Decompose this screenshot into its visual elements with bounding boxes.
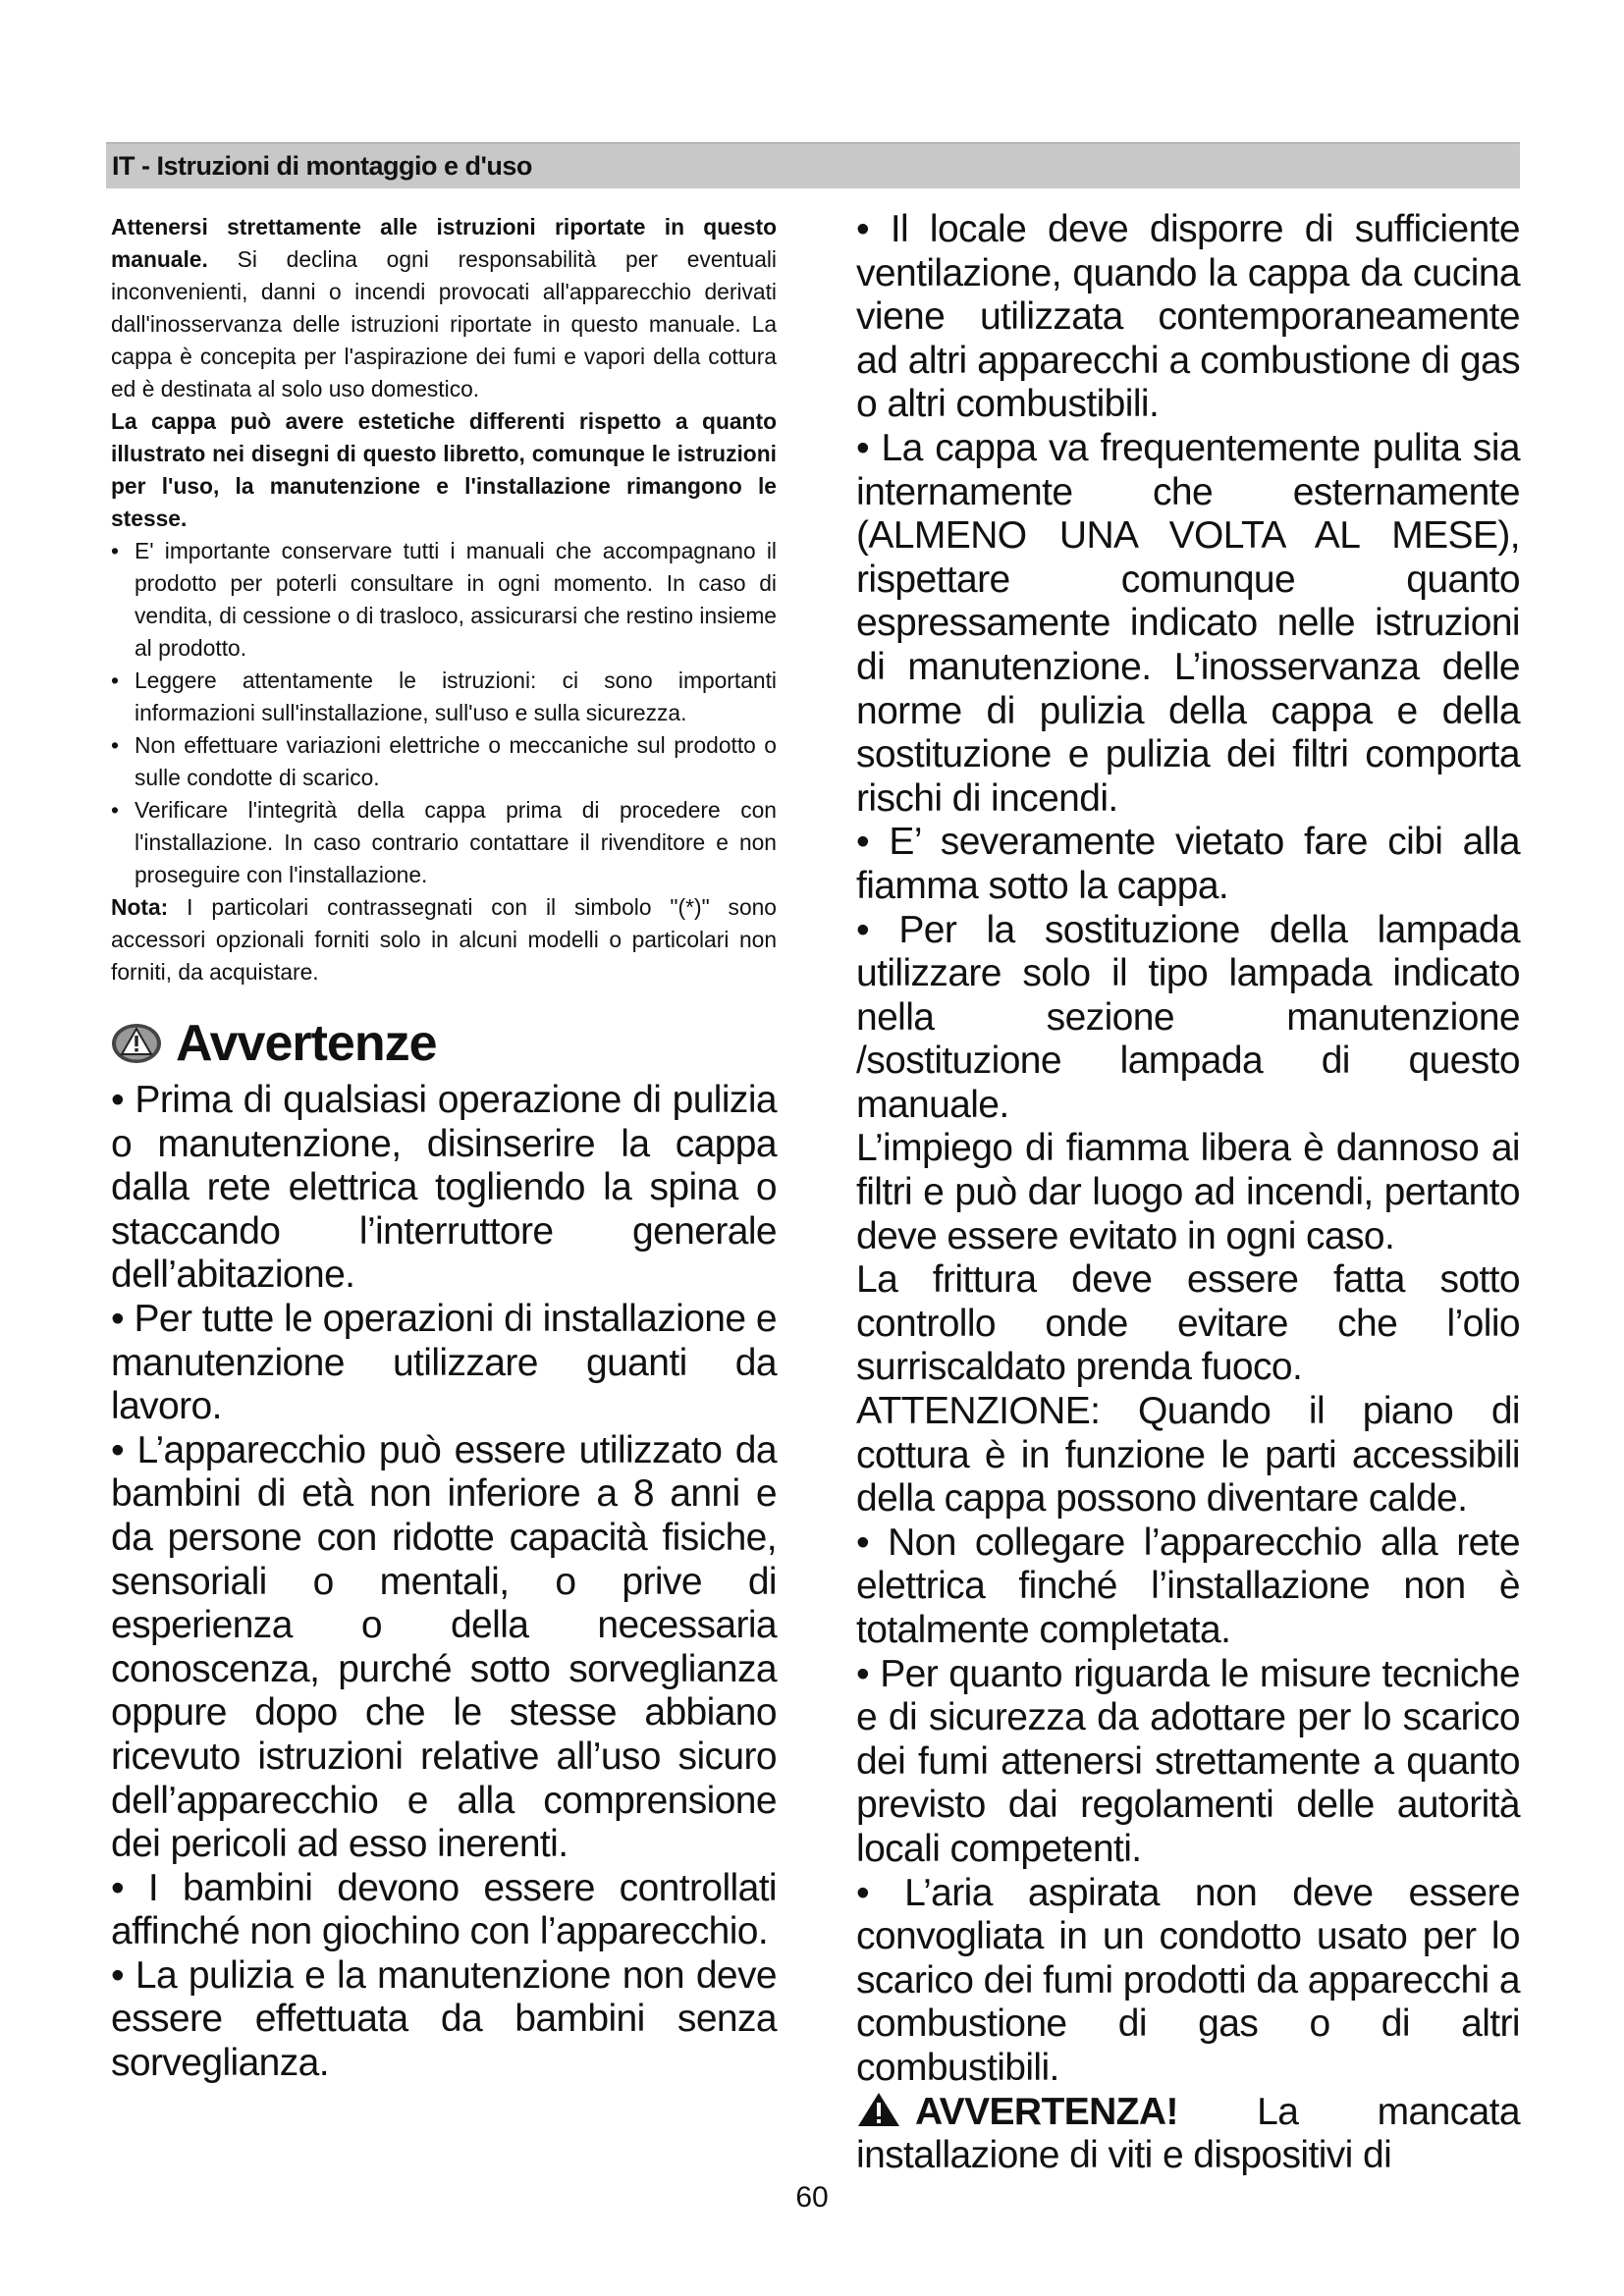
warning-paragraph: • La pulizia e la manutenzione non deve essere effettuata da bambini senza sorveglianza. bbox=[111, 1953, 777, 2085]
warning-paragraph: • La cappa va frequentemente pulita sia internamente che esternamente (ALMENO UNA VOLTA AL MESE), rispettare comunque quanto espressamente indicato nelle istruzioni di manutenzione. L’inosservanza delle norme di pulizia della cappa e della sostituzione e pulizia dei filtri comporta rischi di incendi. bbox=[856, 426, 1520, 820]
warning-paragraph: • I bambini devono essere controllati affinché non giochino con l’apparecchio. bbox=[111, 1866, 777, 1953]
note-label: Nota: bbox=[111, 894, 169, 920]
warning-paragraph: • Prima di qualsiasi operazione di pulizia o manutenzione, disinserire la cappa dalla rete elettrica togliendo la spina o staccando l’interruttore generale dell’abitazione. bbox=[111, 1079, 777, 1297]
warnings-left-list bbox=[111, 1079, 777, 2086]
intro-text: Si declina ogni responsabilità per eventuali inconvenienti, danni o incendi provocati all'apparecchio derivati dall'inosservanza delle istruzioni riportate in questo manuale. La cappa è concepita per l'aspirazione dei fumi e vapori della cottura ed è destinata al solo uso domestico. bbox=[111, 246, 777, 401]
warning-triangle-icon bbox=[111, 1022, 162, 1065]
hazard-triangle-icon bbox=[856, 2091, 901, 2128]
warning-paragraph: • E’ severamente vietato fare cibi alla fiamma sotto la cappa. bbox=[856, 821, 1520, 907]
warning-paragraph: • L’aria aspirata non deve essere convogliata in un condotto usato per lo scarico dei fumi prodotti da apparecchi a combustione di gas o di altri combustibili. bbox=[856, 1871, 1520, 2089]
page-number: 60 bbox=[795, 2181, 829, 2214]
section-header-bar bbox=[106, 142, 1520, 188]
warning-paragraph: L’impiego di fiamma libera è dannoso ai filtri e può dar luogo ad incendi, pertanto deve essere evitato in ogni caso. bbox=[856, 1127, 1520, 1257]
intro-bold-lead: Attenersi strettamente alle istruzioni riportate in questo manuale. bbox=[111, 214, 777, 272]
intro-bold-note: La cappa può avere estetiche differenti rispetto a quanto illustrato nei disegni di questo libretto, comunque le istruzioni per l'uso, la manutenzione e l'installazione rimangono le stesse. bbox=[111, 408, 777, 531]
note-text: I particolari contrassegnati con il simbolo "(*)" sono accessori opzionali forniti solo in alcuni modelli o particolari non forniti, da acquistare. bbox=[111, 894, 777, 985]
intro-section bbox=[111, 211, 777, 988]
section-title: IT - Istruzioni di montaggio e d'uso bbox=[112, 151, 532, 181]
warning-paragraph: ATTENZIONE: Quando il piano di cottura è in funzione le parti accessibili della cappa possono diventare calde. bbox=[856, 1390, 1520, 1521]
intro-bullet: • Leggere attentamente le istruzioni: ci sono importanti informazioni sull'installazione, sull'uso e sulla sicurezza. bbox=[111, 667, 777, 725]
warnings-title: Avvertenze bbox=[176, 1015, 437, 1072]
left-column bbox=[111, 211, 777, 2086]
final-warning-text: La mancata installazione di viti e dispositivi di bbox=[856, 2090, 1520, 2177]
warning-paragraph: • L’apparecchio può essere utilizzato da bambini di età non inferiore a 8 anni e da persone con ridotte capacità fisiche, sensoriali o mentali, o prive di esperienza o della necessaria conoscenza, purché sotto sorveglianza oppure dopo che le stesse abbiano ricevuto istruzioni relative all’uso sicuro dell’apparecchio e alla comprensione dei pericoli ad esso inerenti. bbox=[111, 1428, 777, 1866]
intro-note bbox=[111, 891, 777, 988]
intro-bullet: • Non effettuare variazioni elettriche o meccaniche sul prodotto o sulle condotte di scarico. bbox=[111, 732, 777, 790]
warning-paragraph: • Per la sostituzione della lampada utilizzare solo il tipo lampada indicato nella sezione manutenzione /sostituzione lampada di questo manuale. bbox=[856, 908, 1520, 1126]
warning-paragraph: La frittura deve essere fatta sotto controllo onde evitare che l’olio surriscaldato prenda fuoco. bbox=[856, 1258, 1520, 1389]
intro-paragraph bbox=[111, 211, 777, 405]
warning-paragraph: • Non collegare l’apparecchio alla rete elettrica finché l’installazione non è totalmente completata. bbox=[856, 1521, 1520, 1651]
warning-paragraph: • Per tutte le operazioni di installazione e manutenzione utilizzare guanti da lavoro. bbox=[111, 1297, 777, 1428]
final-warning bbox=[856, 2091, 1520, 2178]
warning-paragraph: • Per quanto riguarda le misure tecniche e di sicurezza da adottare per lo scarico dei fumi attenersi strettamente a quanto previsto dai regolamenti delle autorità locali competenti. bbox=[856, 1652, 1520, 1870]
intro-bullet: • E' importante conservare tutti i manuali che accompagnano il prodotto per poterli consultare in ogni momento. In caso di vendita, di cessione o di trasloco, assicurarsi che restino insieme al prodotto. bbox=[111, 538, 777, 661]
warnings-heading bbox=[111, 1014, 777, 1073]
warning-paragraph: • Il locale deve disporre di sufficiente ventilazione, quando la cappa da cucina viene utilizzata contemporaneamente ad altri apparecchi a combustione di gas o altri combustibili. bbox=[856, 208, 1520, 426]
right-column bbox=[856, 208, 1520, 2178]
final-warning-label: AVVERTENZA! bbox=[915, 2090, 1178, 2133]
intro-bullet: • Verificare l'integrità della cappa prima di procedere con l'installazione. In caso contrario contattare il rivenditore e non proseguire con l'installazione. bbox=[111, 797, 777, 887]
